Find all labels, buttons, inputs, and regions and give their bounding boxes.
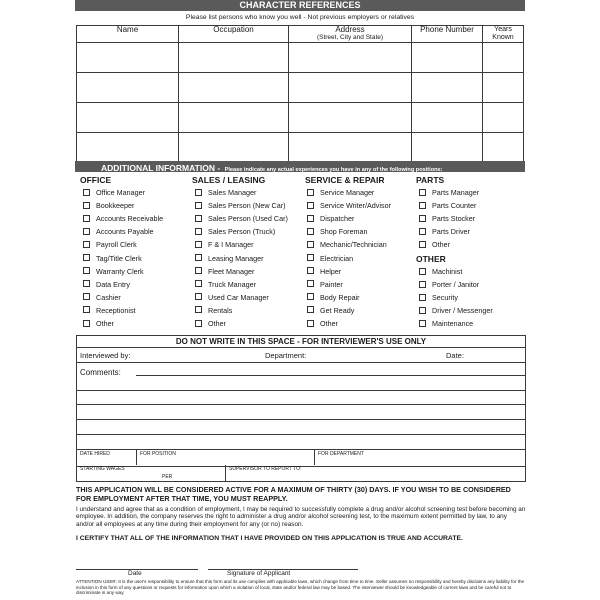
checkbox[interactable] (419, 215, 426, 222)
checkbox[interactable] (307, 254, 314, 261)
checkbox[interactable] (307, 241, 314, 248)
checkbox-item-office[interactable] (83, 227, 154, 236)
checkbox-label: Tag/Title Clerk (96, 253, 142, 263)
checkbox-item-service[interactable] (307, 293, 360, 302)
checkbox-item-office[interactable] (83, 306, 136, 315)
checkbox-label: Electrician (320, 253, 354, 263)
checkbox-label: Leasing Manager (208, 253, 264, 263)
checkbox-item-sales[interactable] (195, 254, 264, 263)
references-instruction: Please list persons who know you well - Not previous employers or relatives (185, 14, 415, 21)
checkbox-label: Sales Person (New Car) (208, 201, 286, 211)
interviewer-title: DO NOT WRITE IN THIS SPACE - FOR INTERVIEWER'S USE ONLY (175, 337, 427, 346)
sales-heading: SALES / LEASING (192, 175, 266, 185)
checkbox-item-parts[interactable] (419, 188, 479, 197)
checkbox-label: Sales Person (Used Car) (208, 214, 288, 224)
checkbox-item-service[interactable] (307, 214, 354, 223)
checkbox-label: Receptionist (96, 305, 136, 315)
checkbox-item-sales[interactable] (195, 227, 275, 236)
checkbox-item-service[interactable] (307, 227, 368, 236)
for-department-label: FOR DEPARTMENT (318, 451, 364, 457)
service-heading: SERVICE & REPAIR (305, 175, 385, 185)
checkbox[interactable] (195, 215, 202, 222)
checkbox-label: Parts Driver (432, 227, 470, 237)
other-heading: OTHER (416, 254, 446, 264)
checkbox-item-other[interactable] (419, 267, 462, 276)
checkbox[interactable] (307, 202, 314, 209)
checkbox-item-other[interactable] (419, 319, 473, 328)
checkbox[interactable] (195, 280, 202, 287)
checkbox-item-sales[interactable] (195, 188, 256, 197)
reference-row-3[interactable] (77, 103, 524, 133)
checkbox-label: Accounts Receivable (96, 214, 164, 224)
checkbox-label: Get Ready (320, 305, 355, 315)
date-label: Date: (446, 351, 464, 360)
checkbox-label: Parts Counter (432, 201, 477, 211)
checkbox-item-service[interactable] (307, 319, 338, 328)
checkbox[interactable] (83, 241, 90, 248)
for-position-label: FOR POSITION (140, 451, 176, 457)
checkbox-item-service[interactable] (307, 201, 391, 210)
comments-line-1[interactable] (136, 375, 525, 376)
checkbox[interactable] (307, 189, 314, 196)
office-heading: OFFICE (80, 175, 112, 185)
col-address (289, 26, 412, 43)
checkbox[interactable] (307, 306, 314, 313)
checkbox[interactable] (83, 267, 90, 274)
reference-row-2[interactable] (77, 73, 524, 103)
checkbox-item-service[interactable] (307, 280, 343, 289)
checkbox-item-sales[interactable] (195, 293, 269, 302)
signature-date-label: Date (128, 570, 142, 577)
checkbox-label: Body Repair (320, 292, 360, 302)
checkbox-label: Parts Manager (432, 188, 480, 197)
checkbox-item-other[interactable] (419, 306, 493, 315)
reference-row-1[interactable] (77, 43, 524, 73)
checkbox-item-office[interactable] (83, 240, 137, 249)
checkbox-item-office[interactable] (83, 254, 142, 263)
checkbox-label: Maintenance (432, 319, 474, 329)
parts-heading: PARTS (416, 175, 445, 185)
checkbox-item-service[interactable] (307, 188, 374, 197)
checkbox-item-service[interactable] (307, 267, 341, 276)
checkbox-label: Driver / Messenger (432, 306, 493, 316)
checkbox[interactable] (195, 228, 202, 235)
checkbox-item-parts[interactable] (419, 227, 470, 236)
checkbox[interactable] (195, 254, 202, 261)
checkbox-label: Payroll Clerk (96, 240, 137, 250)
checkbox-label: Security (432, 293, 458, 303)
checkbox[interactable] (195, 293, 202, 300)
supervisor-label: SUPERVISOR TO REPORT TO: (229, 466, 302, 472)
checkbox-item-office[interactable] (83, 188, 145, 197)
col-address-sub: (Street, City and State) (316, 34, 384, 41)
checkbox[interactable] (307, 228, 314, 235)
checkbox[interactable] (419, 281, 426, 288)
checkbox-item-office[interactable] (83, 201, 134, 210)
checkbox-label: Other (432, 240, 450, 250)
checkbox[interactable] (419, 189, 426, 196)
department-label: Department: (265, 351, 307, 360)
checkbox-label: Accounts Payable (96, 227, 154, 237)
checkbox-label: Truck Manager (208, 279, 257, 289)
checkbox-label: Other (320, 319, 338, 328)
additional-info-instruction: Please indicate any actual experiences you have in any of the following positions: (224, 167, 443, 173)
checkbox[interactable] (419, 320, 426, 327)
checkbox-label: F & I Manager (208, 240, 254, 250)
checkbox-item-service[interactable] (307, 306, 354, 315)
date-hired-label: DATE HIRED (80, 451, 110, 457)
checkbox-item-parts[interactable] (419, 240, 450, 249)
checkbox-item-sales[interactable] (195, 214, 288, 223)
col-phone: Phone Number (412, 26, 483, 43)
character-references-header: CHARACTER REFERENCES (75, 0, 525, 11)
certify-statement: I CERTIFY THAT ALL OF THE INFORMATION THAT I HAVE PROVIDED ON THIS APPLICATION IS TRUE AND ACCURATE. (76, 535, 463, 542)
signature-label: Signature of Applicant (227, 570, 291, 577)
checkbox[interactable] (83, 293, 90, 300)
checkbox-label: Helper (320, 266, 342, 276)
checkbox-label: Mechanic/Technician (320, 240, 387, 250)
checkbox-item-sales[interactable] (195, 240, 254, 249)
checkbox[interactable] (83, 320, 90, 327)
checkbox[interactable] (195, 189, 202, 196)
col-years: Years Known (483, 26, 524, 43)
checkbox-item-sales[interactable] (195, 319, 226, 328)
checkbox-item-office[interactable] (83, 319, 114, 328)
checkbox-item-parts[interactable] (419, 214, 475, 223)
col-occupation: Occupation (179, 26, 289, 43)
checkbox-label: Data Entry (96, 279, 130, 289)
checkbox[interactable] (307, 293, 314, 300)
checkbox[interactable] (83, 254, 90, 261)
checkbox[interactable] (419, 307, 426, 314)
checkbox[interactable] (83, 215, 90, 222)
checkbox-item-service[interactable] (307, 240, 387, 249)
checkbox-label: Shop Foreman (320, 227, 368, 237)
checkbox-label: Porter / Janitor (432, 280, 480, 290)
checkbox-label: Rentals (208, 305, 233, 315)
col-address-label: Address (335, 25, 365, 34)
comments-line-5[interactable] (76, 434, 525, 435)
checkbox[interactable] (419, 228, 426, 235)
checkbox-item-sales[interactable] (195, 306, 232, 315)
checkbox-item-other[interactable] (419, 293, 458, 302)
checkbox[interactable] (419, 202, 426, 209)
additional-info-title: ADDITIONAL INFORMATION - (101, 163, 221, 173)
checkbox-item-sales[interactable] (195, 280, 256, 289)
col-name: Name (77, 26, 179, 43)
checkbox[interactable] (307, 280, 314, 287)
starting-wages-label: STARTING WAGES (80, 466, 125, 472)
checkbox[interactable] (307, 267, 314, 274)
checkbox-item-service[interactable] (307, 254, 353, 263)
attention-notice: ATTENTION USER: It is the user's responsibility to ensure that this form and its use complies with applicable laws, which change from time to time. Seller assumes no responsibility and hereby disclaims any liability for the inclusion in this form of any questions or requests for information upon which a violation of local, state and/or federal law may be based. The interviewer should be knowledgeable of current laws and be careful not to discriminate in any way. (76, 579, 525, 596)
checkbox[interactable] (83, 280, 90, 287)
checkbox-label: Bookkeeper (96, 201, 135, 211)
checkbox-label: Cashier (96, 292, 121, 302)
reference-row-4[interactable] (77, 133, 524, 163)
checkbox[interactable] (419, 241, 426, 248)
comments-line-3[interactable] (76, 404, 525, 405)
checkbox[interactable] (83, 228, 90, 235)
checkbox-item-sales[interactable] (195, 267, 254, 276)
checkbox-item-other[interactable] (419, 280, 479, 289)
checkbox-item-office[interactable] (83, 214, 163, 223)
checkbox[interactable] (83, 189, 90, 196)
checkbox[interactable] (195, 202, 202, 209)
checkbox-label: Service Manager (320, 188, 375, 197)
checkbox-label: Fleet Manager (208, 266, 255, 276)
drug-test-notice: I understand and agree that as a condition of employment, I may be required to successfully complete a drug and/or alcohol screening test before becoming an employee. In addition, the company reserves the right to administer a drug and/or alcohol screening test, to the maximum extent permitted by law, to any and/or all employees at any time during their employment for any (or no) reason. (76, 506, 526, 528)
checkbox[interactable] (419, 294, 426, 301)
checkbox[interactable] (195, 320, 202, 327)
checkbox[interactable] (83, 306, 90, 313)
interviewed-by-label: Interviewed by: (80, 351, 131, 360)
per-label: PER (162, 474, 173, 480)
checkbox[interactable] (419, 268, 426, 275)
checkbox-label: Machinist (432, 267, 463, 276)
additional-information-header (75, 161, 525, 172)
checkbox-item-parts[interactable] (419, 201, 476, 210)
checkbox-label: Service Writer/Advisor (320, 201, 391, 211)
checkbox-label: Warranty Clerk (96, 266, 144, 276)
comments-line-4[interactable] (76, 419, 525, 420)
references-table (76, 25, 524, 163)
checkbox-label: Dispatcher (320, 214, 355, 224)
active-notice: THIS APPLICATION WILL BE CONSIDERED ACTIVE FOR A MAXIMUM OF THIRTY (30) DAYS. IF YOU WISH TO BE CONSIDERED FOR EMPLOYMENT AFTER THAT TIME, YOU MUST REAPPLY. (76, 485, 511, 503)
checkbox-label: Other (96, 319, 114, 328)
checkbox-label: Painter (320, 279, 343, 289)
checkbox[interactable] (195, 306, 202, 313)
checkbox-item-office[interactable] (83, 267, 144, 276)
checkbox[interactable] (195, 267, 202, 274)
checkbox-label: Used Car Manager (208, 292, 269, 302)
checkbox-item-office[interactable] (83, 293, 121, 302)
checkbox[interactable] (307, 215, 314, 222)
checkbox-item-office[interactable] (83, 280, 130, 289)
checkbox-label: Sales Person (Truck) (208, 227, 276, 237)
checkbox[interactable] (83, 202, 90, 209)
checkbox[interactable] (307, 320, 314, 327)
checkbox[interactable] (195, 241, 202, 248)
checkbox-item-sales[interactable] (195, 201, 286, 210)
checkbox-label: Other (208, 319, 226, 328)
checkbox-label: Sales Manager (208, 188, 257, 197)
comments-label: Comments: (80, 368, 121, 377)
comments-line-2[interactable] (76, 390, 525, 391)
checkbox-label: Office Manager (96, 188, 146, 197)
checkbox-label: Parts Stocker (432, 214, 476, 224)
